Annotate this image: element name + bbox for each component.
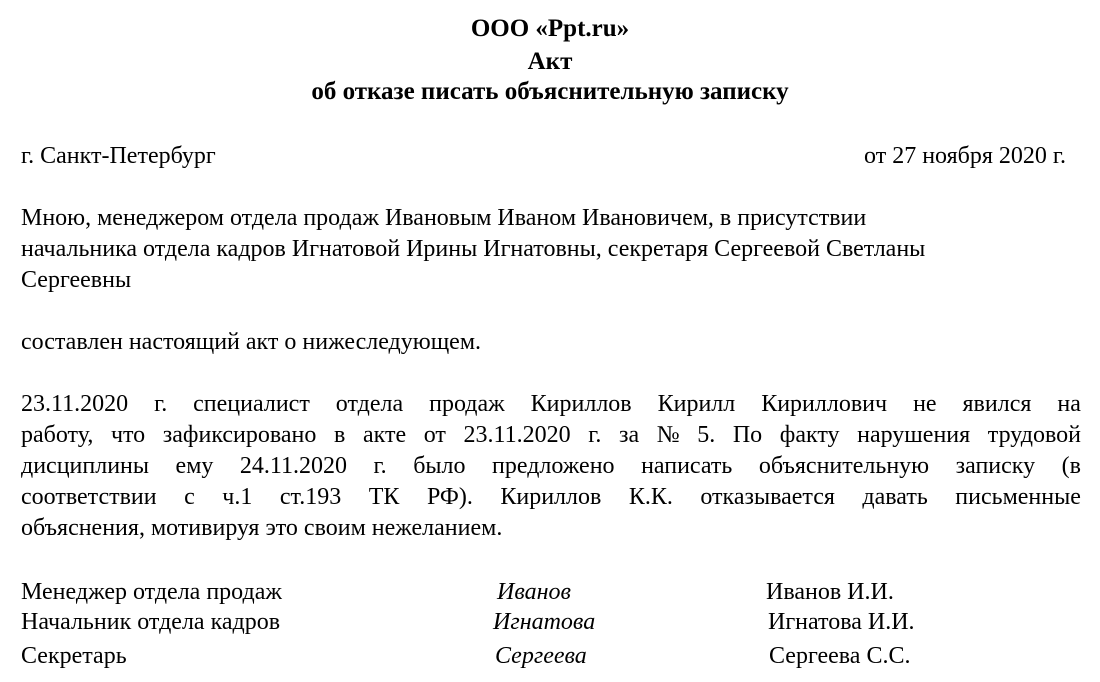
body-word: нарушения (857, 422, 971, 448)
body-word: (в (1061, 453, 1081, 479)
body-word: за (618, 422, 640, 448)
intro-paragraph (21, 203, 1081, 296)
signature-row (0, 607, 1100, 641)
body-word: предложено (492, 453, 615, 479)
body-word: ч.1 (222, 484, 253, 510)
body-word: соответствии (21, 484, 157, 510)
body-word: написать (641, 453, 733, 479)
document-subject: об отказе писать объяснительную записку (311, 78, 789, 105)
body-word: от (423, 422, 446, 448)
body-word: не (913, 391, 937, 417)
intro-line: начальника отдела кадров Игнатовой Ирины Игнатовны, секретаря Сергеевой Светланы (21, 236, 926, 262)
document-type: Акт (527, 48, 573, 75)
statement-paragraph: составлен настоящий акт о нижеследующем. (21, 329, 482, 355)
body-word: отказывается (700, 484, 835, 510)
body-word: 5. (697, 422, 716, 448)
body-word: По (732, 422, 763, 448)
signer-position: Менеджер отдела продаж (21, 579, 282, 605)
signature-row (0, 641, 1100, 675)
city-label: г. Санкт-Петербург (21, 143, 216, 169)
body-word: с (184, 484, 195, 510)
body-paragraph (21, 389, 1081, 544)
signer-position: Секретарь (21, 643, 127, 669)
body-word: явился (962, 391, 1032, 417)
body-word: ему (175, 453, 214, 479)
body-line (21, 420, 1081, 451)
body-word: К.К. (628, 484, 673, 510)
body-word: трудовой (987, 422, 1081, 448)
body-word: что (110, 422, 146, 448)
intro-line: Мною, менеджером отдела продаж Ивановым Иваном Ивановичем, в присутствии (21, 205, 867, 231)
signer-name: Иванов И.И. (766, 579, 894, 605)
date-label: от 27 ноября 2020 г. (864, 143, 1066, 169)
body-word: факту (779, 422, 840, 448)
body-word: письменные (955, 484, 1081, 510)
body-word: Кириллович (761, 391, 888, 417)
body-word: ТК (368, 484, 400, 510)
signer-position: Начальник отдела кадров (21, 609, 281, 635)
body-word: акте (362, 422, 407, 448)
body-line: объяснения, мотивируя это своим нежеланием. (21, 515, 503, 541)
body-word: РФ). (426, 484, 473, 510)
body-word: дисциплины (21, 453, 150, 479)
handwritten-signature: Иванов (497, 579, 571, 605)
body-word: Кириллов (500, 484, 602, 510)
body-word: давать (862, 484, 928, 510)
body-word: 23.11.2020 (21, 391, 129, 417)
body-word: г. (373, 453, 387, 479)
body-line (21, 482, 1081, 513)
body-line (21, 451, 1081, 482)
body-word: объяснительную (758, 453, 930, 479)
body-word: 24.11.2020 (239, 453, 348, 479)
body-line (21, 389, 1081, 420)
company-name: ООО «Ppt.ru» (470, 15, 630, 42)
body-word: в (334, 422, 346, 448)
signature-row (0, 577, 1100, 611)
body-word: на (1057, 391, 1081, 417)
body-word: Кириллов (530, 391, 632, 417)
handwritten-signature: Сергеева (495, 643, 587, 669)
body-word: специалист (193, 391, 310, 417)
body-word: Кирилл (657, 391, 736, 417)
body-word: г. (154, 391, 168, 417)
body-word: было (413, 453, 466, 479)
signer-name: Игнатова И.И. (768, 609, 915, 635)
body-word: продаж (429, 391, 505, 417)
handwritten-signature: Игнатова (493, 609, 596, 635)
body-word: отдела (335, 391, 404, 417)
signer-name: Сергеева С.С. (769, 643, 911, 669)
body-word: работу, (21, 422, 94, 448)
body-word: г. (588, 422, 602, 448)
body-word: ст.193 (279, 484, 342, 510)
body-word: зафиксировано (162, 422, 317, 448)
body-word: записку (955, 453, 1036, 479)
body-word: № (656, 422, 680, 448)
body-word: 23.11.2020 (463, 422, 571, 448)
intro-line: Сергеевны (21, 267, 132, 293)
